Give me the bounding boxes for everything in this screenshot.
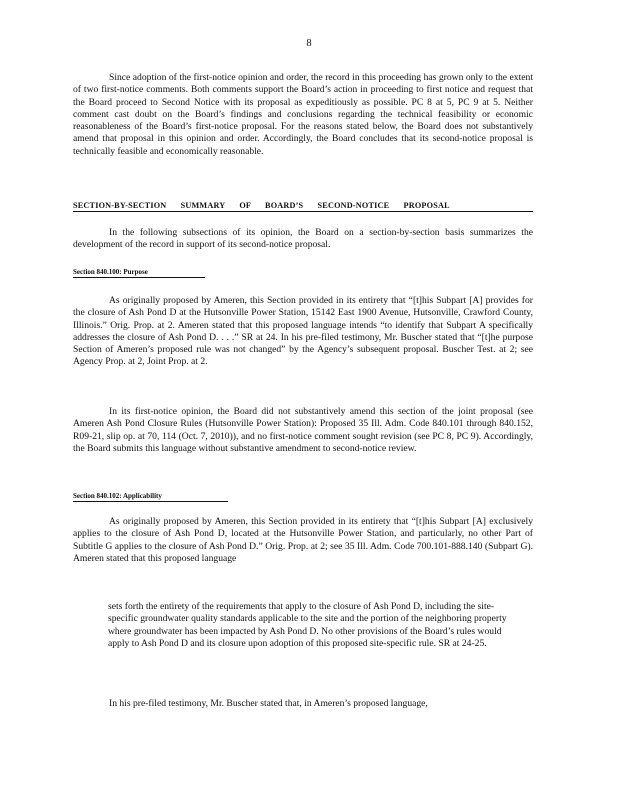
paragraph-applicability-original — [73, 516, 533, 565]
paragraph-purpose-original — [73, 295, 533, 369]
paragraph-record-growth — [73, 72, 533, 158]
paragraph-intro — [73, 227, 533, 252]
block-quote: sets forth the entirety of the requirements that apply to the closure of Ash Pond D, including the site-specific groundwater quality standards applicable to the site and the portion of the neighboring property where groundwater has been impacted by Ash Pond D. No other provisions of the Board’s rules would apply to Ash Pond D and its closure upon adoption of this proposed site-specific rule. SR at 24-25. — [108, 601, 507, 649]
paragraph-text: As originally proposed by Ameren, this Section provided in its entirety that “[t]his Subpart [A] provides for the closure of Ash Pond D at the Hutsonville Power Station, 15142 East 1900 Avenue, Hutsonville, Crawford County, Illinois.” Orig. Prop. at 2. Ameren stated that this proposed language intends “to identify that Subpart A specifically addresses the closure of Ash Pond D. . . .” SR at 24. In his pre-filed testimony, Mr. Buscher stated that “[t]he purpose Section of Ameren’s proposed rule was not changed” by the Agency’s subsequent proposal. Buscher Test. at 2; see Agency Prop. at 2, Joint Prop. at 2. — [73, 295, 533, 368]
subheading-applicability: Section 840.102: Applicability — [73, 492, 228, 502]
paragraph-text: In his pre-filed testimony, Mr. Buscher stated that, in Ameren’s proposed language, — [109, 698, 428, 709]
paragraph-text: In the following subsections of its opinion, the Board on a section-by-section basis summarizes the development of the record in support of its second-notice proposal. — [73, 227, 533, 251]
paragraph-purpose-first-notice — [73, 406, 533, 455]
paragraph-text: In its first-notice opinion, the Board did not substantively amend this section of the joint proposal (see Ameren Ash Pond Closure Rules (Hutsonville Power Station): Proposed 35 Ill. Adm. Code 840.101 through 840.152, R09-21, slip op. at 70, 114 (Oct. 7, 2010)), and no first-notice comment sought revision (see PC 8, PC 9). Accordingly, the Board submits this language without substantive amendment to second-notice review. — [73, 406, 533, 454]
page-number: 8 — [306, 38, 312, 49]
paragraph-buscher-testimony — [73, 698, 533, 710]
subheading-purpose: Section 840.100: Purpose — [73, 268, 205, 278]
section-heading: SECTION-BY-SECTION SUMMARY OF BOARD’S SECOND-NOTICE PROPOSAL — [73, 201, 533, 212]
paragraph-text: As originally proposed by Ameren, this Section provided in its entirety that “[t]his Subpart [A] exclusively applies to the closure of Ash Pond D, located at the Hutsonville Power Station, and particularly, no other Part of Subtitle G applies to the closure of Ash Pond D.” Orig. Prop. at 2; see 35 Ill. Adm. Code 700.101-888.140 (Subpart G). Ameren stated that this proposed language — [73, 516, 533, 564]
paragraph-text: Since adoption of the first-notice opinion and order, the record in this proceeding has grown only to the extent of two first-notice comments. Both comments support the Board’s action in proceeding to first notice and request that the Board proceed to Second Notice with its proposal as expeditiously as possible. PC 8 at 5, PC 9 at 5. Neither comment cast doubt on the Board’s findings and conclusions regarding the technical feasibility or economic reasonableness of the Board’s first-notice proposal. For the reasons stated below, the Board does not substantively amend that proposal in this opinion and order. Accordingly, the Board concludes that its second-notice proposal is technically feasible and economically reasonable. — [73, 72, 533, 157]
